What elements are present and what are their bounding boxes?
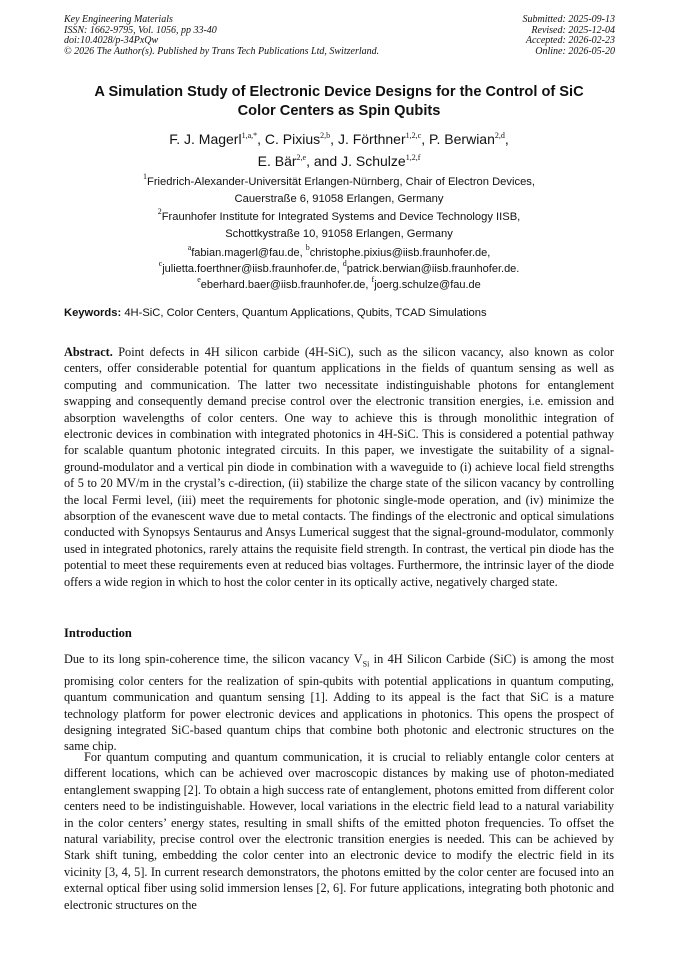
email-sup: a [187,243,192,252]
revised-date: Revised: 2025-12-04 [531,24,615,36]
email-link[interactable]: julietta.foerthner@iisb.fraunhofer.de, [162,263,343,275]
author-name: P. Berwian [428,131,495,147]
paper-title [50,83,628,121]
email-link[interactable]: patrick.berwian@iisb.fraunhofer.de. [346,263,520,275]
abstract [64,344,614,590]
paragraph-text: Due to its long spin-coherence time, the silicon vacancy V [64,652,363,666]
author-name: E. Bär [257,153,297,169]
affiliation-sup: 1 [143,172,147,181]
keywords-label: Keywords: [64,307,122,319]
author-emails [70,245,608,293]
online-date: Online: 2026-05-20 [535,45,615,57]
author-sup: 2,d [494,131,505,140]
accepted-date: Accepted: 2026-02-23 [525,35,615,47]
copyright-line: © 2026 The Author(s). Published by Trans Tech Publications Ltd, Switzerland. [64,45,380,57]
author-separator: , [504,131,509,147]
affiliation-sup: 2 [157,207,162,216]
issn-line: ISSN: 1662-9795, Vol. 1056, pp 33-40 [64,24,217,36]
affiliation-line: Friedrich-Alexander-Universität Erlangen-Nürnberg, Chair of Electron Devices, [147,176,535,188]
affiliation-1 [70,174,608,208]
email-sup: f [371,275,375,284]
introduction-paragraph-2: For quantum computing and quantum communication, it is crucial to reliably entangle color centers at different locations, which can be achieved over macroscopic distances by making use of photon-mediated entanglement swapping [2]. To obtain a high success rate of entanglement, photons emitted from different color centers need to be indistinguishable. However, local variations in the electric field lead to a natural variability in the color centers’ energy states, resulting in small shifts of the emitted photon frequencies. To offset the natural variability, precise control over the electronic transition energies is needed. This can be achieved by Stark shift tuning, embedding the color center into an electronic device to modify the electric field in its vicinity [3, 4, 5]. In current research demonstrators, the photons emitted by the color center are focused into an external optical fiber using solid immersion lenses [2, 6]. For future applications, integrating both photonic and electronic structures on the [64,750,614,912]
doi-line[interactable]: doi:10.4028/p-34PxQw [64,35,159,47]
abstract-label: Abstract. [64,345,113,359]
author-sup: 1,2,c [405,131,422,140]
email-link[interactable]: eberhard.baer@iisb.fraunhofer.de, [200,279,372,291]
affiliation-address: Cauerstraße 6, 91058 Erlangen, Germany [234,193,444,205]
title-line-1: A Simulation Study of Electronic Device Designs for the Control of SiC [94,84,584,100]
journal-info [64,15,379,57]
author-name: J. Förthner [337,131,406,147]
keywords-list: 4H-SiC, Color Centers, Quantum Applications, Qubits, TCAD Simulations [124,307,487,319]
submitted-date: Submitted: 2025-09-13 [522,14,615,25]
subscript: Si [362,659,370,669]
author-separator: , and [306,153,342,169]
title-line-2: Color Centers as Spin Qubits [237,103,441,119]
author-sup: 1,a,* [241,131,258,140]
keywords [64,305,616,321]
paragraph-text: in 4H Silicon Carbide (SiC) is among the most promising color centers for the realization of spin-qubits with potential applications in quantum computing, quantum communication and quantum sensing [1]. Adding to its appeal is the fact that SiC is a mature technology platform for power electronic devices and applications in photonics. This opens the prospect of designing integrated SiC-based quantum chips that combine both photonic and electronic structures on the same chip. [64,652,614,754]
author-list [70,128,608,172]
author-name: C. Pixius [264,131,321,147]
email-link[interactable]: christophe.pixius@iisb.fraunhofer.de, [309,247,491,259]
journal-name: Key Engineering Materials [64,14,173,25]
abstract-text: Point defects in 4H silicon carbide (4H-SiC), such as the silicon vacancy, also known as color centers, offer considerable potential for quantum applications in the fields of quantum sensing as well as computing and communication. The latter two necessitate indistinguishable photons for entanglement swapping and consequently demand precise control over the electronic transition energies, i.e. emission and absorption wavelengths of color centers. One way to achieve this is through monolithic integration of electronic devices in combination with integrated photonics in 4H-SiC. This is considered a potential pathway for scalable quantum photonic integrated circuits. In this paper, we investigate the suitability of a signal-ground-modulator and a vertical pin diode in combination with a waveguide to (i) achieve local field strengths of 5 to 20 MV/m in the crystal’s c-direction, (ii) stabilize the charge state of the silicon vacancy by controlling the local Fermi level, (iii) meet the requirements for photonic single-mode operation, and (iv) minimize the absorption of the evanescent wave due to metal contacts. The findings of the electronic and optical simulations conducted with Synopsys Sentaurus and Ansys Lumerical suggest that the signal-ground-modulator, commonly used in integrated photonics, rarely attains the requisite field strength. In contrast, the vertical pin diode has the potential to meet these requirements even at reduced bias voltages. Furthermore, the intrinsic layer of the diode offers a wide region in which to host the color center in its optically active, negatively charged state. [64,345,614,589]
section-heading-introduction: Introduction [64,626,132,640]
publication-dates [523,15,616,57]
author-sup: 2,e [296,153,307,162]
affiliation-address: Schottkystraße 10, 91058 Erlangen, Germany [225,228,453,240]
author-name: F. J. Magerl [169,131,242,147]
email-sup: d [342,259,347,268]
email-link[interactable]: fabian.magerl@fau.de, [191,247,306,259]
email-link[interactable]: joerg.schulze@fau.de [374,279,481,291]
author-separator: , [257,131,265,147]
affiliation-line: Fraunhofer Institute for Integrated Systems and Device Technology IISB, [161,211,521,223]
email-sup: c [158,259,163,268]
author-separator: , [421,131,429,147]
email-sup: b [305,243,310,252]
introduction-paragraph-1 [64,651,614,755]
author-sup: 2,b [320,131,331,140]
author-sup: 1,2,f [405,153,421,162]
author-separator: , [330,131,338,147]
affiliation-2 [70,209,608,243]
author-name: J. Schulze [341,153,406,169]
email-sup: e [197,275,201,284]
